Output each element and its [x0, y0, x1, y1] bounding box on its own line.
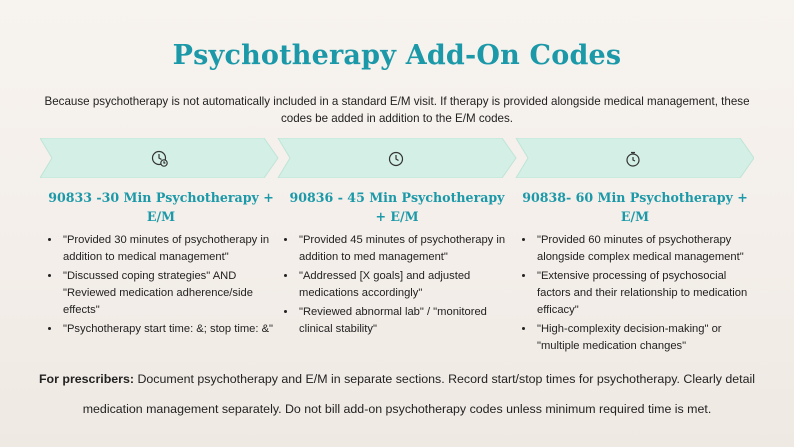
- code-column-90833: [47, 188, 275, 340]
- list-item: • "Provided 45 minutes of psychotherapy in addition to med management": [297, 232, 511, 266]
- code-heading: 90838- 60 Min Psychotherapy + E/M: [522, 190, 748, 224]
- code-column-90838: [521, 188, 749, 357]
- list-item: • "Provided 60 minutes of psychotherapy alongside complex medical management": [535, 232, 749, 266]
- page-title: Psychotherapy Add-On Codes: [172, 40, 622, 71]
- intro-text: Because psychotherapy is not automatically included in a standard E/M visit. If therapy is provided alongside medical management, these codes be added in addition to the E/M codes.: [44, 95, 750, 125]
- bullet-list: [283, 232, 511, 338]
- list-item: • "High-complexity decision-making" or "multiple medication changes": [535, 321, 749, 355]
- code-heading: 90833 -30 Min Psychotherapy + E/M: [48, 190, 274, 224]
- prescriber-text: Document psychotherapy and E/M in separate sections. Record start/stop times for psychotherapy. Clearly detail medication management separately. Do not bill add-on psychotherapy codes unless minimum required time is met.: [82, 372, 755, 416]
- code-column-90836: [283, 188, 511, 340]
- stopwatch-icon: [623, 149, 643, 169]
- prescriber-note: [30, 364, 764, 424]
- code-heading: 90836 - 45 Min Psychotherapy + E/M: [289, 190, 505, 224]
- clock-time-icon: [150, 149, 170, 169]
- bullet-list: [521, 232, 749, 355]
- bullet-list: [47, 232, 275, 338]
- clock-icon: [386, 149, 406, 169]
- list-item: • "Psychotherapy start time: &; stop time: &": [61, 321, 275, 338]
- list-item: • "Addressed [X goals] and adjusted medications accordingly": [297, 268, 511, 302]
- list-item: • "Provided 30 minutes of psychotherapy in addition to medical management": [61, 232, 275, 266]
- list-item: • "Discussed coping strategies" AND "Reviewed medication adherence/side effects": [61, 268, 275, 319]
- prescriber-label: For prescribers:: [38, 372, 135, 386]
- list-item: • "Extensive processing of psychosocial factors and their relationship to medication efficacy": [535, 268, 749, 319]
- list-item: • "Reviewed abnormal lab" / "monitored clinical stability": [297, 304, 511, 338]
